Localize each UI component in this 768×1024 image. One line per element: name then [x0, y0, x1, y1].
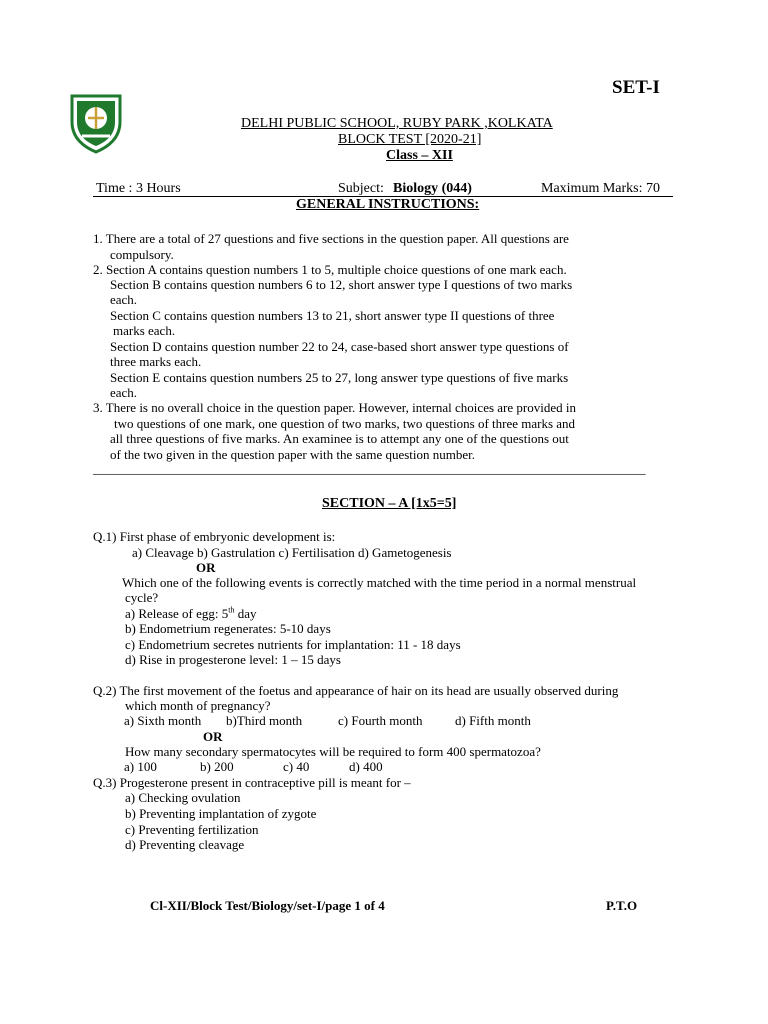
- subject-prefix: Subject:: [338, 181, 384, 196]
- or-label: OR: [203, 729, 223, 744]
- footer-page-ref: Cl-XII/Block Test/Biology/set-I/page 1 of 4: [150, 898, 385, 913]
- q2-alt-option-a: a) 100: [124, 759, 157, 774]
- instruction-line: each.: [110, 385, 138, 400]
- school-crest-logo: [68, 92, 124, 154]
- max-marks: Maximum Marks: 70: [541, 181, 660, 196]
- or-label: OR: [196, 560, 216, 575]
- q2-stem: Q.2) The first movement of the foetus and appearance of hair on its head are usually observed during: [93, 683, 619, 698]
- school-name: DELHI PUBLIC SCHOOL, RUBY PARK ,KOLKATA: [241, 116, 553, 131]
- divider-line: _____________________________________________________________________________________: [93, 461, 646, 476]
- instruction-line: 3. There is no overall choice in the question paper. However, internal choices are provided in: [93, 400, 576, 415]
- q1-alt-stem-cont: cycle?: [125, 590, 159, 605]
- q3-option-b: b) Preventing implantation of zygote: [125, 806, 317, 821]
- q1-options: a) Cleavage b) Gastrulation c) Fertilisation d) Gametogenesis: [132, 545, 452, 560]
- q3-stem: Q.3) Progesterone present in contraceptive pill is meant for –: [93, 775, 411, 790]
- instruction-line: marks each.: [113, 323, 176, 338]
- instructions-title: GENERAL INSTRUCTIONS:: [296, 197, 480, 212]
- q2-option-c: c) Fourth month: [338, 713, 423, 728]
- q1-alt-option-c: c) Endometrium secretes nutrients for implantation: 11 - 18 days: [125, 637, 461, 652]
- q2-option-b: b)Third month: [226, 713, 303, 728]
- instruction-line: three marks each.: [110, 354, 202, 369]
- q1-alt-option-b: b) Endometrium regenerates: 5-10 days: [125, 621, 331, 636]
- set-label: SET-I: [612, 77, 660, 98]
- q2-stem-cont: which month of pregnancy?: [125, 698, 271, 713]
- q3-option-c: c) Preventing fertilization: [125, 822, 259, 837]
- instruction-line: compulsory.: [110, 247, 174, 262]
- instruction-line: Section D contains question number 22 to 24, case-based short answer type questions of: [110, 339, 569, 354]
- instruction-line: Section E contains question numbers 25 to 27, long answer type questions of five marks: [110, 370, 569, 385]
- section-a-heading: SECTION – A [1x5=5]: [322, 496, 457, 511]
- q1-alt-option-d: d) Rise in progesterone level: 1 – 15 days: [125, 652, 341, 667]
- instruction-line: Section B contains question numbers 6 to 12, short answer type I questions of two marks: [110, 277, 573, 292]
- subject-name: Biology (044): [393, 181, 472, 196]
- exam-name: BLOCK TEST [2020-21]: [338, 132, 482, 147]
- instruction-line: each.: [110, 292, 138, 307]
- q2-alt-option-d: d) 400: [349, 759, 383, 774]
- footer-pto: P.T.O: [606, 898, 638, 913]
- q1-alt-stem: Which one of the following events is correctly matched with the time period in a normal menstrual: [122, 575, 637, 590]
- instruction-line: 1. There are a total of 27 questions and five sections in the question paper. All questions are: [93, 231, 569, 246]
- instruction-line: 2. Section A contains question numbers 1 to 5, multiple choice questions of one mark each.: [93, 262, 567, 277]
- q2-alt-stem: How many secondary spermatocytes will be required to form 400 spermatozoa?: [125, 744, 541, 759]
- q2-option-a: a) Sixth month: [124, 713, 202, 728]
- class-label: Class – XII: [386, 148, 453, 163]
- instruction-line: all three questions of five marks. An examinee is to attempt any one of the questions out: [110, 431, 569, 446]
- q1-alt-option-a: a) Release of egg: 5th day: [125, 605, 257, 621]
- instruction-line: Section C contains question numbers 13 to 21, short answer type II questions of three: [110, 308, 555, 323]
- q1-stem: Q.1) First phase of embryonic development is:: [93, 529, 336, 544]
- q2-option-d: d) Fifth month: [455, 713, 531, 728]
- q2-alt-option-b: b) 200: [200, 759, 234, 774]
- instruction-line: two questions of one mark, one question of two marks, two questions of three marks and: [114, 416, 576, 431]
- q2-alt-option-c: c) 40: [283, 759, 310, 774]
- time-allowed: Time : 3 Hours: [96, 181, 181, 196]
- q3-option-d: d) Preventing cleavage: [125, 837, 245, 852]
- instruction-line: of the two given in the question paper with the same question number.: [110, 447, 476, 462]
- q3-option-a: a) Checking ovulation: [125, 790, 241, 805]
